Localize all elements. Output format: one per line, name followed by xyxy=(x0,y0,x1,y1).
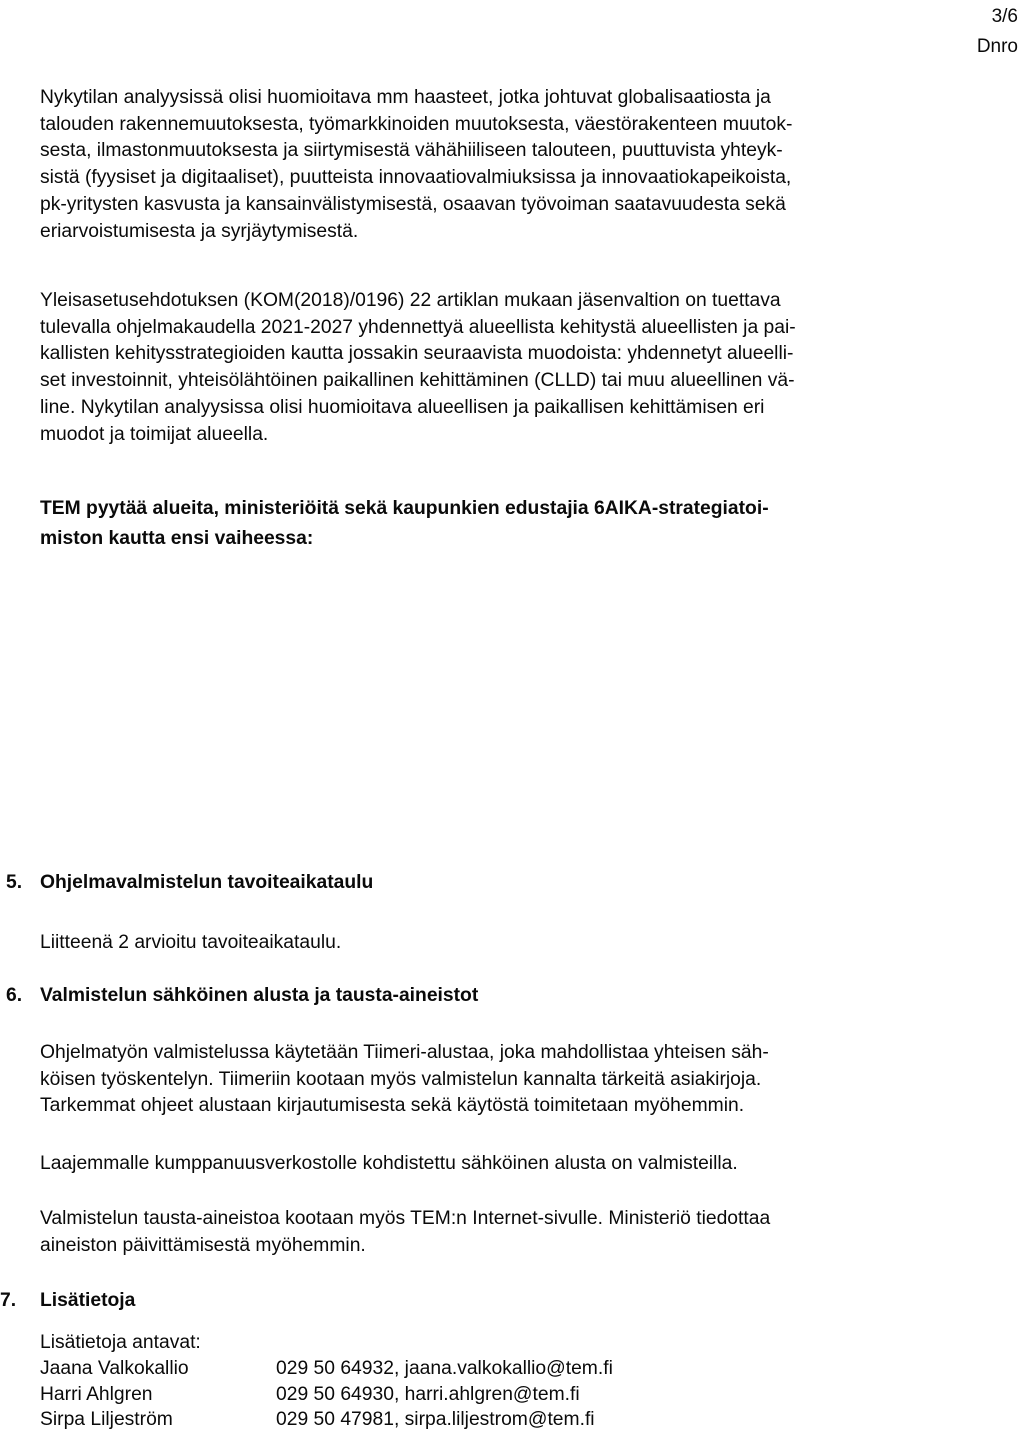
section-6-body-network xyxy=(40,1151,985,1178)
text-line: tulevalla ohjelmakaudella 2021-2027 yhdennettyä alueellista kehitystä alueellisten ja pai- xyxy=(40,316,796,338)
contact-row xyxy=(40,1356,613,1382)
text-line: Yleisasetusehdotuksen (KOM(2018)/0196) 22 artiklan mukaan jäsenvaltion on tuettava xyxy=(40,290,781,311)
section-5-title: Ohjelmavalmistelun tavoiteaikataulu xyxy=(40,872,374,893)
text-line: Liitteenä 2 arvioitu tavoiteaikataulu. xyxy=(40,932,342,953)
text-line: eriarvoistumisesta ja syrjäytymisestä. xyxy=(40,220,359,242)
text-line: TEM pyytää alueita, ministeriöitä sekä kaupunkien edustajia 6AIKA-strategiatoi- xyxy=(40,498,769,519)
contact-info: 029 50 47981, sirpa.liljestrom@tem.fi xyxy=(276,1409,595,1431)
text-line: sistä (fyysiset ja digitaaliset), puutteista innovaatiovalmiuksissa ja innovaatiokapeikoista, xyxy=(40,167,792,189)
text-line: aineiston päivittämisestä myöhemmin. xyxy=(40,1234,366,1256)
text-line: line. Nykytilan analyysissa olisi huomioitava alueellisen ja paikallisen kehittämisen eri xyxy=(40,396,765,418)
section-5-body xyxy=(40,930,985,957)
dnro-label: Dnro xyxy=(976,36,1018,57)
section-5-number: 5. xyxy=(6,872,23,893)
section-6-number: 6. xyxy=(6,985,23,1006)
paragraph-regulation xyxy=(40,288,985,448)
text-line: pk-yritysten kasvusta ja kansainvälistymisestä, osaavan työvoiman saatavuudesta sekä xyxy=(40,193,786,215)
paragraph-analysis-challenges xyxy=(40,85,985,245)
section-7-number: 7. xyxy=(0,1290,17,1311)
text-line: muodot ja toimijat alueella. xyxy=(40,423,269,445)
text-line: Tarkemmat ohjeet alustaan kirjautumisesta sekä käytöstä toimitetaan myöhemmin. xyxy=(40,1095,745,1117)
contact-info: 029 50 64932, jaana.valkokallio@tem.fi xyxy=(276,1358,613,1379)
contact-list xyxy=(40,1356,613,1433)
contacts-intro xyxy=(40,1330,985,1357)
text-line: Ohjelmatyön valmistelussa käytetään Tiimeri-alustaa, joka mahdollistaa yhteisen säh- xyxy=(40,1042,769,1063)
text-line: Lisätietoja antavat: xyxy=(40,1332,201,1353)
text-line: sesta, ilmastonmuutoksesta ja siirtymisestä vähähiiliseen talouteen, puuttuvista yhteyk- xyxy=(40,140,783,162)
page-header xyxy=(977,2,1018,62)
section-6-body-platform xyxy=(40,1040,985,1120)
section-6-body-materials xyxy=(40,1206,985,1259)
contact-name: Jaana Valkokallio xyxy=(40,1358,189,1379)
paragraph-tem-request xyxy=(40,494,985,554)
text-line: set investoinnit, yhteisölähtöinen paikallinen kehittäminen (CLLD) tai muu alueellinen vä- xyxy=(40,370,795,392)
page-number: 3/6 xyxy=(991,6,1018,27)
contact-name: Harri Ahlgren xyxy=(40,1383,153,1405)
text-line: Nykytilan analyysissä olisi huomioitava mm haasteet, jotka johtuvat globalisaatiosta ja xyxy=(40,87,771,108)
contact-row xyxy=(40,1407,613,1433)
contact-info: 029 50 64930, harri.ahlgren@tem.fi xyxy=(276,1383,580,1405)
contact-name: Sirpa Liljeström xyxy=(40,1409,173,1431)
section-7-title: Lisätietoja xyxy=(40,1290,136,1311)
text-line: miston kautta ensi vaiheessa: xyxy=(40,528,314,549)
contact-row xyxy=(40,1382,613,1408)
text-line: talouden rakennemuutoksesta, työmarkkinoiden muutoksesta, väestörakenteen muutok- xyxy=(40,113,793,135)
text-line: Laajemmalle kumppanuusverkostolle kohdistettu sähköinen alusta on valmisteilla. xyxy=(40,1153,738,1174)
text-line: Valmistelun tausta-aineistoa kootaan myös TEM:n Internet-sivulle. Ministeriö tiedottaa xyxy=(40,1208,771,1229)
text-line: kallisten kehitysstrategioiden kautta jossakin seuraavista muodoista: yhdennetyt alueelli- xyxy=(40,343,794,365)
text-line: köisen työskentelyn. Tiimeriin kootaan myös valmistelun kannalta tärkeitä asiakirjoja. xyxy=(40,1068,762,1090)
section-6-title: Valmistelun sähköinen alusta ja tausta-aineistot xyxy=(40,985,479,1006)
